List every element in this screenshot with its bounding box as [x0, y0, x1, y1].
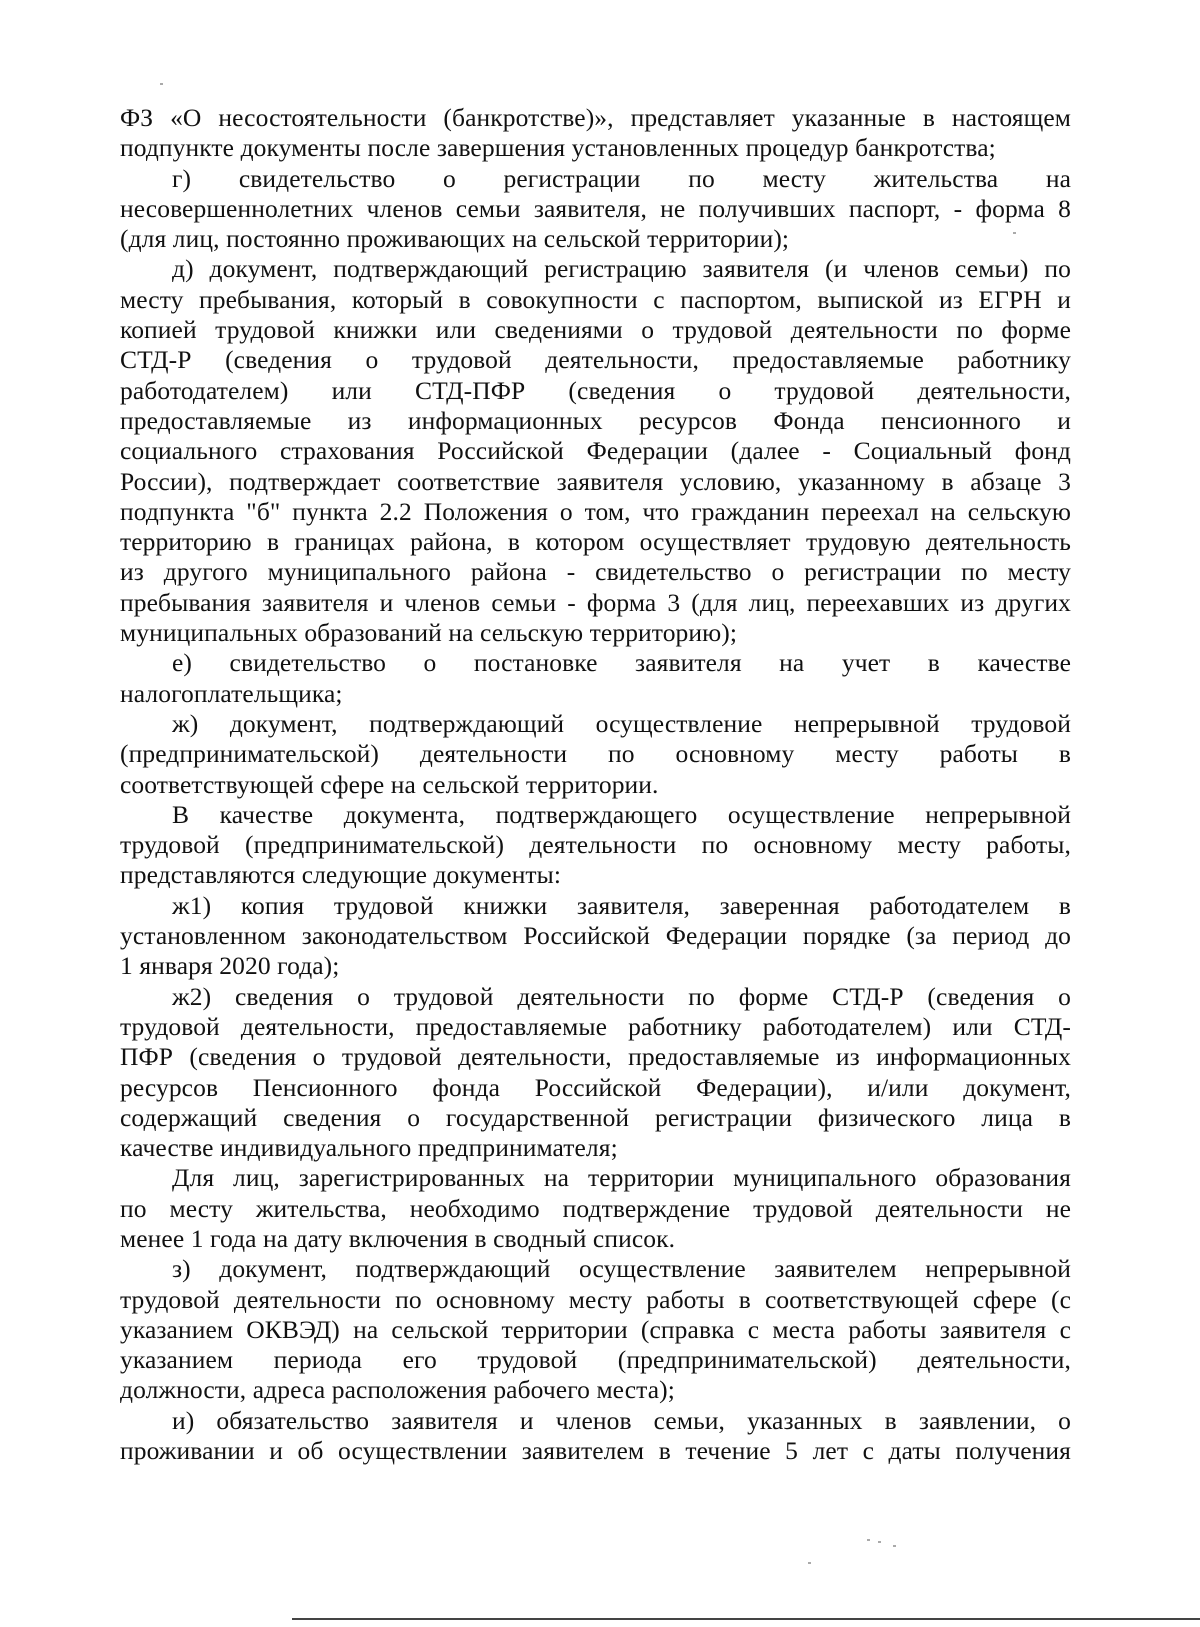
- text-line: трудовой деятельности, предоставляемые работнику работодателем) или СТД-: [120, 1011, 1071, 1041]
- text-line: подпункта "б" пункта 2.2 Положения о том, что гражданин переехал на сельскую: [120, 496, 1071, 526]
- text-line: работодателем) или СТД-ПФР (сведения о трудовой деятельности,: [120, 375, 1071, 405]
- text-line: муниципальных образований на сельскую территорию);: [120, 618, 738, 648]
- text-line: месту пребывания, который в совокупности с паспортом, выпиской из ЕГРН и: [120, 284, 1071, 314]
- scan-mark: [867, 1539, 870, 1541]
- text-line: трудовой деятельности по основному месту работы в соответствующей сфере (с: [120, 1284, 1071, 1314]
- text-line: е) свидетельство о постановке заявителя на учет в качестве: [172, 648, 1071, 678]
- scan-mark: [893, 1545, 896, 1547]
- text-line: г) свидетельство о регистрации по месту жительства на: [172, 163, 1071, 193]
- text-line: В качестве документа, подтверждающего осуществление непрерывной: [172, 799, 1071, 829]
- text-line: содержащий сведения о государственной регистрации физического лица в: [120, 1102, 1071, 1132]
- text-line: территорию в границах района, в котором осуществляет трудовую деятельность: [120, 527, 1071, 557]
- scan-mark: [808, 1562, 811, 1564]
- document-page: [120, 103, 1071, 1466]
- text-line: (предпринимательской) деятельности по основному месту работы в: [120, 739, 1071, 769]
- text-line: ПФР (сведения о трудовой деятельности, предоставляемые из информационных: [120, 1042, 1071, 1072]
- text-line: Для лиц, зарегистрированных на территории муниципального образования: [172, 1163, 1071, 1193]
- scan-mark: [1013, 232, 1016, 234]
- scan-mark: [878, 1541, 881, 1543]
- text-line: указанием периода его трудовой (предпринимательской) деятельности,: [120, 1345, 1071, 1375]
- text-line: д) документ, подтверждающий регистрацию заявителя (и членов семьи) по: [172, 254, 1071, 284]
- text-line: трудовой (предпринимательской) деятельности по основному месту работы,: [120, 830, 1071, 860]
- text-line: з) документ, подтверждающий осуществление заявителем непрерывной: [172, 1254, 1071, 1284]
- text-line: (для лиц, постоянно проживающих на сельской территории);: [120, 224, 790, 254]
- text-line: несовершеннолетних членов семьи заявителя, не получивших паспорт, - форма 8: [120, 193, 1071, 223]
- text-line: ресурсов Пенсионного фонда Российской Федерации), и/или документ,: [120, 1072, 1071, 1102]
- text-line: из другого муниципального района - свидетельство о регистрации по месту: [120, 557, 1071, 587]
- text-line: менее 1 года на дату включения в сводный список.: [120, 1223, 676, 1253]
- text-line: налогоплательщика;: [120, 678, 343, 708]
- text-line: соответствующей сфере на сельской территории.: [120, 769, 659, 799]
- text-line: СТД-Р (сведения о трудовой деятельности, предоставляемые работнику: [120, 345, 1071, 375]
- text-line: предоставляемые из информационных ресурсов Фонда пенсионного и: [120, 405, 1071, 435]
- text-line: 1 января 2020 года);: [120, 951, 340, 981]
- text-line: России), подтверждает соответствие заявителя условию, указанному в абзаце 3: [120, 466, 1071, 496]
- text-line: установленном законодательством Российской Федерации порядке (за период до: [120, 921, 1071, 951]
- scan-mark: [160, 83, 163, 85]
- text-line: подпункте документы после завершения установленных процедур банкротства;: [120, 133, 996, 163]
- text-line: пребывания заявителя и членов семьи - форма 3 (для лиц, переехавших из других: [120, 587, 1071, 617]
- text-line: ж) документ, подтверждающий осуществление непрерывной трудовой: [172, 708, 1071, 738]
- text-line: по месту жительства, необходимо подтверждение трудовой деятельности не: [120, 1193, 1071, 1223]
- text-line: ж1) копия трудовой книжки заявителя, заверенная работодателем в: [172, 890, 1071, 920]
- text-line: социального страхования Российской Федерации (далее - Социальный фонд: [120, 436, 1071, 466]
- document-body-text: [120, 103, 1071, 1466]
- text-line: указанием ОКВЭД) на сельской территории (справка с места работы заявителя с: [120, 1314, 1071, 1344]
- text-line: представляются следующие документы:: [120, 860, 562, 890]
- text-line: и) обязательство заявителя и членов семьи, указанных в заявлении, о: [172, 1405, 1071, 1435]
- text-line: качестве индивидуального предпринимателя;: [120, 1133, 618, 1163]
- text-line: ж2) сведения о трудовой деятельности по форме СТД-Р (сведения о: [172, 981, 1071, 1011]
- text-line: ФЗ «О несостоятельности (банкротстве)», представляет указанные в настоящем: [120, 103, 1071, 132]
- text-line: должности, адреса расположения рабочего места);: [120, 1375, 675, 1405]
- text-line: проживании и об осуществлении заявителем в течение 5 лет с даты получения: [120, 1436, 1071, 1466]
- page-bottom-edge: [292, 1618, 1200, 1620]
- text-line: копией трудовой книжки или сведениями о трудовой деятельности по форме: [120, 315, 1071, 345]
